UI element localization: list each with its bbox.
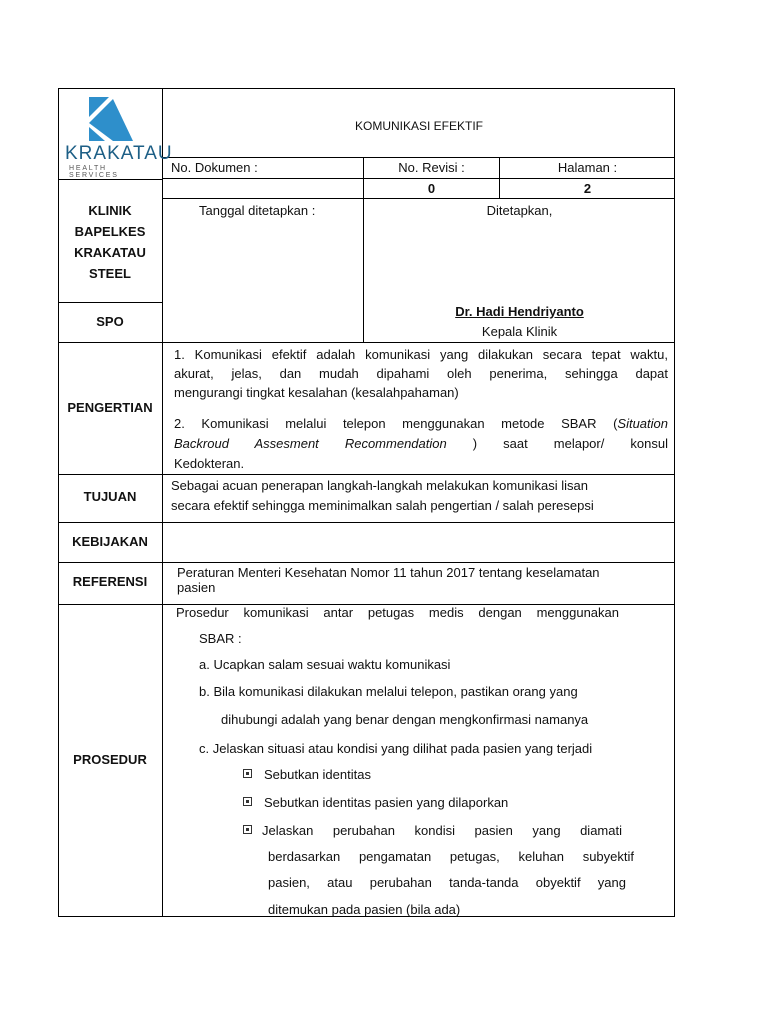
klinik-label-line: KLINIK (88, 203, 132, 218)
bullet-text-line: pasien, atau perubahan tanda-tanda obyektif yang (268, 875, 626, 890)
column-divider-left (162, 88, 163, 917)
row-divider (162, 198, 675, 199)
klinik-label-line: KRAKATAU (74, 245, 146, 260)
prosedur-item-a: a. Ucapkan salam sesuai waktu komunikasi (199, 657, 451, 672)
signer-name: Dr. Hadi Hendriyanto (455, 304, 584, 319)
text-line: mengurangi tingkat kesalahan (kesalahpahaman) (174, 385, 459, 400)
row-divider (58, 522, 675, 523)
text-line: Peraturan Menteri Kesehatan Nomor 11 tahun 2017 tentang keselamatan (177, 565, 600, 580)
row-divider (58, 302, 162, 303)
text-line (174, 414, 668, 434)
row-divider (162, 178, 675, 179)
row-divider (58, 562, 675, 563)
tujuan-label: TUJUAN (83, 489, 137, 504)
bullet-text: Sebutkan identitas (264, 767, 371, 782)
text-line: 1. Komunikasi efektif adalah komunikasi yang dilakukan secara tepat waktu, (174, 347, 668, 362)
text-line: Sebagai acuan penerapan langkah-langkah melakukan komunikasi lisan (171, 478, 589, 493)
bullet-text-line: Jelaskan perubahan kondisi pasien yang diamati (262, 823, 622, 838)
prosedur-intro-line: SBAR : (199, 631, 242, 646)
logo-subtitle: HEALTH SERVICES (69, 165, 119, 179)
pengertian-point-2 (174, 414, 668, 474)
krakatau-logo (60, 92, 173, 179)
tanggal-ditetapkan-label: Tanggal ditetapkan : (199, 203, 316, 218)
referensi-text (177, 565, 600, 595)
text-line: akurat, jelas, dan mudah dipahami oleh penerima, sehingga dapat (174, 366, 668, 381)
text-line (174, 434, 668, 454)
kebijakan-label: KEBIJAKAN (72, 534, 148, 549)
klinik-label-line: STEEL (89, 266, 131, 281)
text-line: secara efektif sehingga meminimalkan salah pengertian / salah peresepsi (171, 498, 594, 513)
text-span: 2. Komunikasi melalui telepon menggunakan metode SBAR ( (174, 416, 618, 431)
prosedur-item-b: b. Bila komunikasi dilakukan melalui telepon, pastikan orang yang (199, 684, 578, 699)
text-line: pasien (177, 580, 216, 595)
checkbox-bullet-icon (243, 797, 252, 806)
ditetapkan-label: Ditetapkan, (486, 203, 553, 218)
row-divider (58, 342, 675, 343)
row-divider (58, 179, 162, 180)
krakatau-logo-icon (89, 97, 133, 141)
signer-title: Kepala Klinik (481, 324, 558, 339)
prosedur-bullet (243, 823, 264, 839)
text-span-italic: Situation (617, 416, 668, 431)
klinik-label (58, 200, 162, 284)
prosedur-label: PROSEDUR (73, 752, 147, 767)
bullet-text-line: berdasarkan pengamatan petugas, keluhan subyektif (268, 849, 634, 864)
no-revisi-label: No. Revisi : (398, 160, 465, 175)
text-line: Kedokteran. (174, 456, 245, 471)
text-span: ) saat melapor/ konsul (472, 436, 668, 451)
halaman-label: Halaman : (557, 160, 618, 175)
prosedur-bullet (243, 795, 508, 811)
text-span-italic: Backroud Assesment Recommendation (174, 436, 447, 451)
pengertian-label: PENGERTIAN (67, 400, 153, 415)
no-revisi-value: 0 (427, 181, 436, 196)
document-title: KOMUNIKASI EFEKTIF (354, 119, 483, 133)
klinik-label-line: BAPELKES (74, 224, 146, 239)
row-divider (58, 474, 675, 475)
bullet-text: Sebutkan identitas pasien yang dilaporkan (264, 795, 509, 810)
checkbox-bullet-icon (243, 769, 252, 778)
pengertian-point-1 (174, 345, 668, 402)
bullet-text-line: ditemukan pada pasien (bila ada) (268, 902, 461, 917)
spo-label: SPO (96, 314, 124, 329)
prosedur-bullet (243, 767, 371, 783)
row-divider (162, 157, 675, 158)
prosedur-item-b-continued: dihubungi adalah yang benar dengan mengkonfirmasi namanya (221, 712, 589, 727)
prosedur-item-c: c. Jelaskan situasi atau kondisi yang dilihat pada pasien yang terjadi (199, 741, 593, 756)
referensi-label: REFERENSI (72, 574, 148, 589)
checkbox-bullet-icon (243, 825, 252, 834)
logo-wordmark: KRAKATAU (65, 143, 173, 164)
halaman-value: 2 (583, 181, 592, 196)
no-dokumen-label: No. Dokumen : (171, 160, 258, 175)
tujuan-text (171, 476, 594, 516)
prosedur-intro-line: Prosedur komunikasi antar petugas medis dengan menggunakan (176, 605, 619, 620)
